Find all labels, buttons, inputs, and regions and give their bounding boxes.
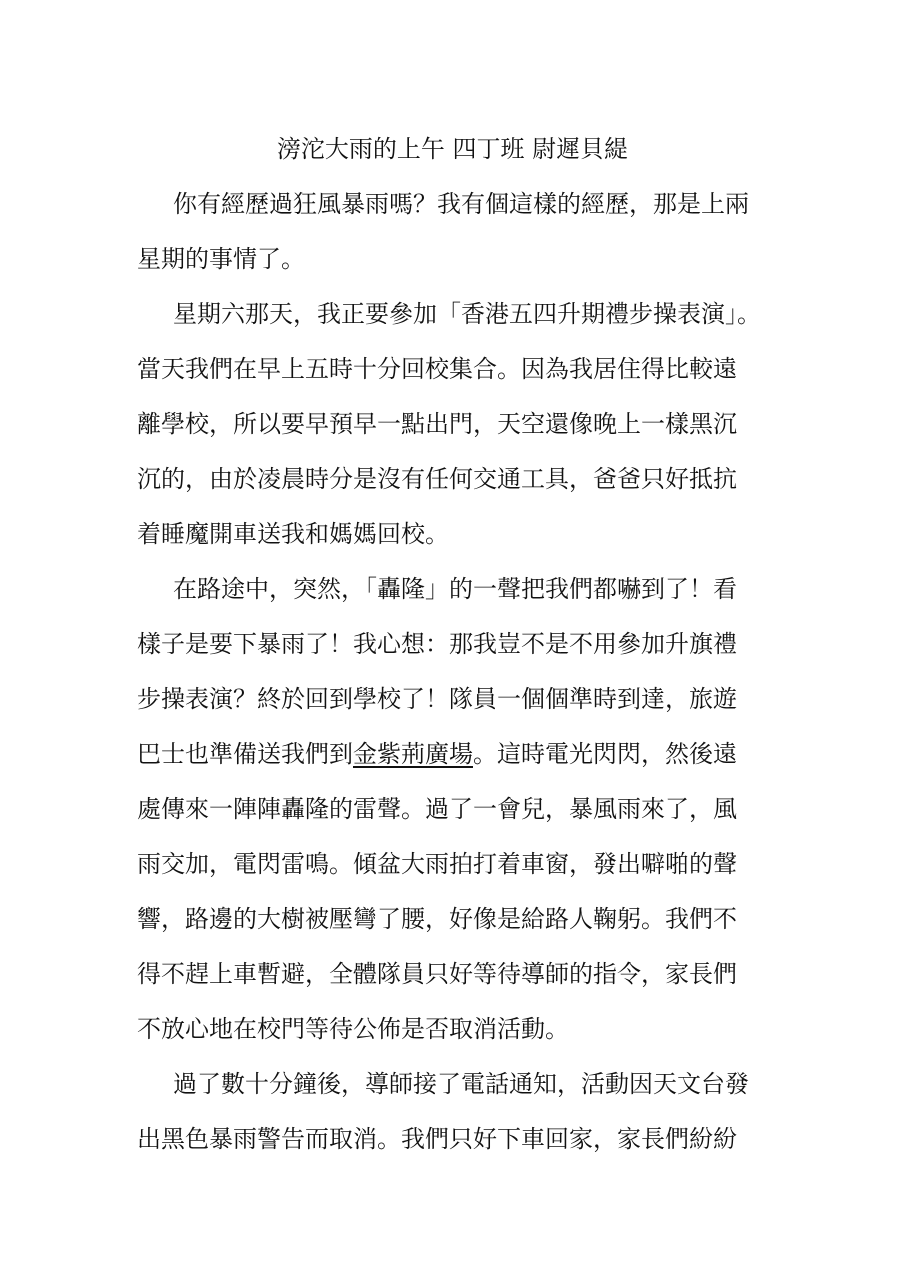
- text-line: 着睡魔開車送我和媽媽回校。: [137, 520, 449, 548]
- text-line: 響，路邊的大樹被壓彎了腰，好像是給路人鞠躬。我們不: [137, 905, 737, 933]
- text-line: 得不趕上車暫避，全體隊員只好等待導師的指令，家長們: [137, 960, 737, 988]
- text-line: 不放心地在校門等待公佈是否取消活動。: [137, 1015, 569, 1043]
- text-line: 當天我們在早上五時十分回校集合。因為我居住得比較遠: [137, 355, 737, 383]
- text-line: 星期六那天，我正要參加「香港五四升期禮步操表演」。: [173, 300, 761, 328]
- underlined-place-name: 金紫荊廣場: [353, 740, 473, 768]
- text-line: 過了數十分鐘後，導師接了電話通知，活動因天文台發: [173, 1070, 749, 1098]
- text-line: 離學校，所以要早預早一點出門，天空還像晚上一樣黑沉: [137, 410, 737, 438]
- text-line: 處傳來一陣陣轟隆的雷聲。過了一會兒，暴風雨來了，風: [137, 795, 737, 823]
- text-line: 步操表演？終於回到學校了！隊員一個個準時到達，旅遊: [137, 685, 737, 713]
- text-line: 沉的，由於凌晨時分是沒有任何交通工具，爸爸只好抵抗: [137, 465, 737, 493]
- text-line: 星期的事情了。: [137, 245, 305, 273]
- text-line: [137, 738, 737, 770]
- text-line: 樣子是要下暴雨了！我心想：那我豈不是不用參加升旗禮: [137, 630, 737, 658]
- text-segment: 巴士也準備送我們到: [137, 740, 353, 768]
- text-line: 雨交加，電閃雷鳴。傾盆大雨拍打着車窗，發出噼啪的聲: [137, 850, 737, 878]
- text-line: 在路途中，突然，「轟隆」的一聲把我們都嚇到了！看: [173, 575, 737, 603]
- text-line: 出黑色暴雨警告而取消。我們只好下車回家，家長們紛紛: [137, 1125, 737, 1153]
- text-line: 你有經歷過狂風暴雨嗎？我有個這樣的經歷，那是上兩: [173, 190, 749, 218]
- text-segment: 。這時電光閃閃，然後遠: [473, 740, 737, 768]
- document-title: 滂沱大雨的上午 四丁班 尉遲貝緹: [276, 135, 629, 163]
